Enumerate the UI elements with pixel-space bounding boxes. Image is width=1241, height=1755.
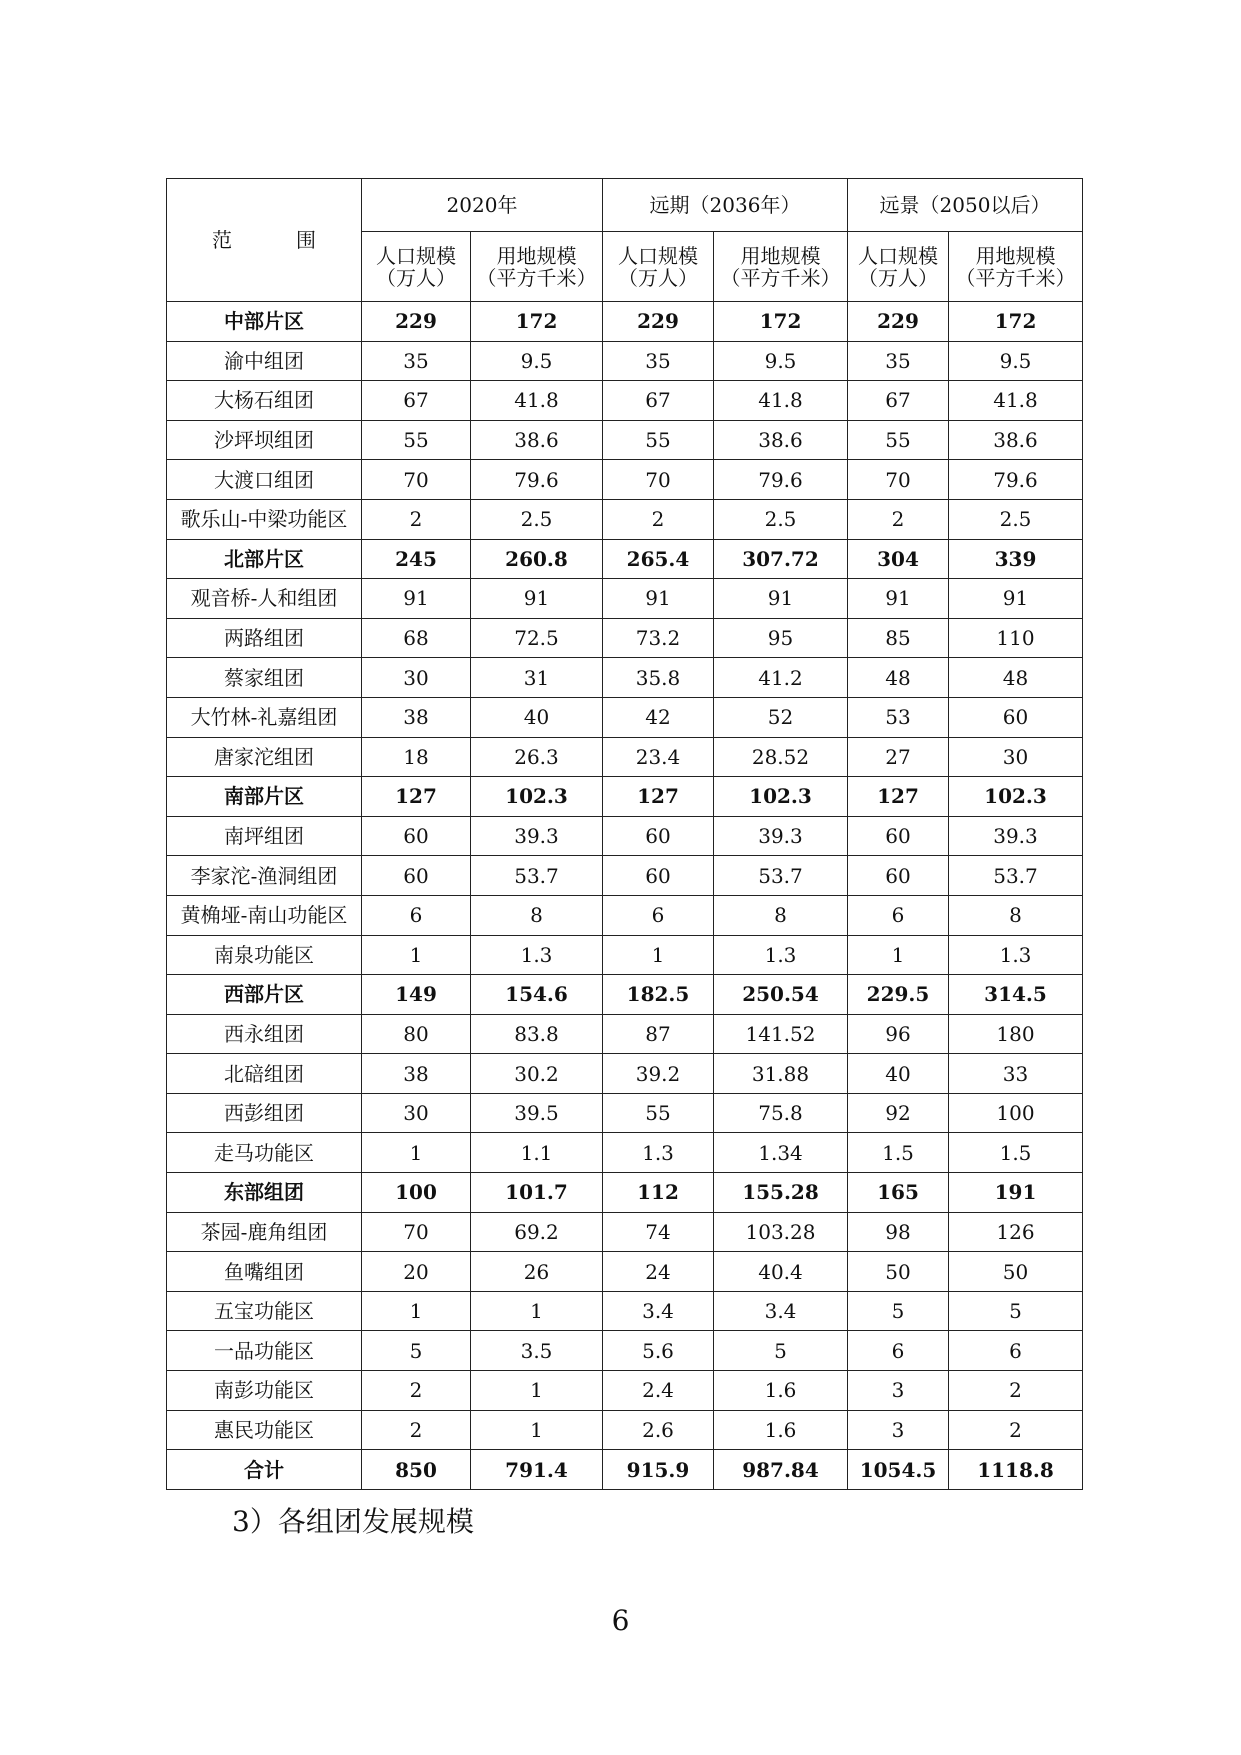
value-cell: 1.5	[949, 1133, 1083, 1173]
value-cell: 60	[848, 816, 949, 856]
value-cell: 40	[471, 697, 603, 737]
region-name: 南泉功能区	[167, 935, 362, 975]
value-cell: 1.3	[714, 935, 848, 975]
value-cell: 1.6	[714, 1410, 848, 1450]
value-cell: 53.7	[949, 856, 1083, 896]
value-cell: 70	[603, 460, 714, 500]
region-name: 西永组团	[167, 1014, 362, 1054]
region-name: 鱼嘴组团	[167, 1252, 362, 1292]
region-name: 北碚组团	[167, 1054, 362, 1094]
value-cell: 314.5	[949, 975, 1083, 1015]
value-cell: 307.72	[714, 539, 848, 579]
value-cell: 3.4	[714, 1291, 848, 1331]
value-cell: 2.5	[714, 499, 848, 539]
table-row	[167, 1014, 1083, 1054]
table-row	[167, 1173, 1083, 1213]
table-row	[167, 341, 1083, 381]
value-cell: 35	[603, 341, 714, 381]
value-cell: 50	[848, 1252, 949, 1292]
region-name: 黄桷垭-南山功能区	[167, 895, 362, 935]
value-cell: 67	[848, 381, 949, 421]
value-cell: 1	[471, 1410, 603, 1450]
table-row	[167, 777, 1083, 817]
value-cell: 52	[714, 697, 848, 737]
value-cell: 2	[949, 1410, 1083, 1450]
value-cell: 1.1	[471, 1133, 603, 1173]
value-cell: 68	[362, 618, 471, 658]
value-cell: 850	[362, 1450, 471, 1490]
region-name: 南彭功能区	[167, 1371, 362, 1411]
value-cell: 9.5	[471, 341, 603, 381]
value-cell: 2	[848, 499, 949, 539]
value-cell: 91	[714, 579, 848, 619]
value-cell: 3.5	[471, 1331, 603, 1371]
value-cell: 60	[603, 816, 714, 856]
region-name: 南坪组团	[167, 816, 362, 856]
value-cell: 126	[949, 1212, 1083, 1252]
value-cell: 31	[471, 658, 603, 698]
value-cell: 1054.5	[848, 1450, 949, 1490]
value-cell: 20	[362, 1252, 471, 1292]
region-name: 渝中组团	[167, 341, 362, 381]
table-row	[167, 1450, 1083, 1490]
scope-header: 范 围	[167, 179, 362, 302]
pop-header: 人口规模 （万人）	[603, 232, 714, 302]
value-cell: 191	[949, 1173, 1083, 1213]
value-cell: 5	[714, 1331, 848, 1371]
value-cell: 127	[362, 777, 471, 817]
value-cell: 79.6	[471, 460, 603, 500]
value-cell: 55	[848, 420, 949, 460]
value-cell: 39.3	[471, 816, 603, 856]
value-cell: 23.4	[603, 737, 714, 777]
value-cell: 155.28	[714, 1173, 848, 1213]
value-cell: 38.6	[471, 420, 603, 460]
value-cell: 141.52	[714, 1014, 848, 1054]
table-row	[167, 1212, 1083, 1252]
pop-header: 人口规模 （万人）	[362, 232, 471, 302]
region-name: 走马功能区	[167, 1133, 362, 1173]
table-row	[167, 658, 1083, 698]
value-cell: 30	[362, 1093, 471, 1133]
value-cell: 60	[603, 856, 714, 896]
value-cell: 265.4	[603, 539, 714, 579]
value-cell: 1	[362, 935, 471, 975]
value-cell: 8	[949, 895, 1083, 935]
region-name: 北部片区	[167, 539, 362, 579]
value-cell: 38.6	[714, 420, 848, 460]
table-row	[167, 618, 1083, 658]
table-row	[167, 895, 1083, 935]
value-cell: 1	[471, 1291, 603, 1331]
value-cell: 30	[362, 658, 471, 698]
value-cell: 70	[848, 460, 949, 500]
value-cell: 2.5	[471, 499, 603, 539]
value-cell: 91	[603, 579, 714, 619]
section-heading: 3）各组团发展规模	[232, 1505, 474, 1538]
table-row	[167, 302, 1083, 342]
value-cell: 5	[362, 1331, 471, 1371]
region-name: 沙坪坝组团	[167, 420, 362, 460]
table-row	[167, 935, 1083, 975]
scale-table	[166, 178, 1083, 1490]
value-cell: 53.7	[471, 856, 603, 896]
value-cell: 100	[949, 1093, 1083, 1133]
value-cell: 18	[362, 737, 471, 777]
value-cell: 6	[848, 895, 949, 935]
value-cell: 260.8	[471, 539, 603, 579]
value-cell: 30	[949, 737, 1083, 777]
value-cell: 1.6	[714, 1371, 848, 1411]
value-cell: 6	[362, 895, 471, 935]
value-cell: 101.7	[471, 1173, 603, 1213]
value-cell: 339	[949, 539, 1083, 579]
value-cell: 3	[848, 1371, 949, 1411]
table-row	[167, 1371, 1083, 1411]
value-cell: 172	[714, 302, 848, 342]
table-row	[167, 816, 1083, 856]
region-name: 东部组团	[167, 1173, 362, 1213]
value-cell: 102.3	[471, 777, 603, 817]
value-cell: 5	[949, 1291, 1083, 1331]
value-cell: 1.3	[949, 935, 1083, 975]
value-cell: 60	[949, 697, 1083, 737]
region-name: 五宝功能区	[167, 1291, 362, 1331]
value-cell: 2.5	[949, 499, 1083, 539]
value-cell: 41.8	[471, 381, 603, 421]
value-cell: 91	[848, 579, 949, 619]
value-cell: 55	[362, 420, 471, 460]
region-name: 大渡口组团	[167, 460, 362, 500]
value-cell: 110	[949, 618, 1083, 658]
value-cell: 2	[362, 1410, 471, 1450]
value-cell: 8	[714, 895, 848, 935]
value-cell: 91	[471, 579, 603, 619]
value-cell: 2	[949, 1371, 1083, 1411]
value-cell: 91	[362, 579, 471, 619]
value-cell: 2.4	[603, 1371, 714, 1411]
value-cell: 1	[362, 1133, 471, 1173]
period-header-2050: 远景（2050以后）	[848, 179, 1083, 232]
value-cell: 85	[848, 618, 949, 658]
value-cell: 80	[362, 1014, 471, 1054]
region-name: 惠民功能区	[167, 1410, 362, 1450]
value-cell: 1	[848, 935, 949, 975]
value-cell: 53	[848, 697, 949, 737]
value-cell: 5.6	[603, 1331, 714, 1371]
value-cell: 75.8	[714, 1093, 848, 1133]
value-cell: 182.5	[603, 975, 714, 1015]
value-cell: 2.6	[603, 1410, 714, 1450]
value-cell: 55	[603, 420, 714, 460]
value-cell: 42	[603, 697, 714, 737]
value-cell: 2	[362, 499, 471, 539]
value-cell: 3	[848, 1410, 949, 1450]
region-name: 两路组团	[167, 618, 362, 658]
value-cell: 48	[848, 658, 949, 698]
value-cell: 67	[603, 381, 714, 421]
land-header: 用地规模 （平方千米）	[471, 232, 603, 302]
value-cell: 91	[949, 579, 1083, 619]
region-name: 大竹林-礼嘉组团	[167, 697, 362, 737]
value-cell: 70	[362, 460, 471, 500]
value-cell: 127	[603, 777, 714, 817]
region-name: 观音桥-人和组团	[167, 579, 362, 619]
value-cell: 38	[362, 697, 471, 737]
value-cell: 172	[949, 302, 1083, 342]
value-cell: 2	[603, 499, 714, 539]
value-cell: 95	[714, 618, 848, 658]
table-row	[167, 1093, 1083, 1133]
table-row	[167, 539, 1083, 579]
value-cell: 92	[848, 1093, 949, 1133]
value-cell: 87	[603, 1014, 714, 1054]
region-name: 一品功能区	[167, 1331, 362, 1371]
value-cell: 3.4	[603, 1291, 714, 1331]
table-row	[167, 1331, 1083, 1371]
value-cell: 27	[848, 737, 949, 777]
table-row	[167, 381, 1083, 421]
region-name: 合计	[167, 1450, 362, 1490]
table-row	[167, 420, 1083, 460]
value-cell: 229	[603, 302, 714, 342]
pop-header: 人口规模 （万人）	[848, 232, 949, 302]
value-cell: 38	[362, 1054, 471, 1094]
value-cell: 79.6	[949, 460, 1083, 500]
value-cell: 1118.8	[949, 1450, 1083, 1490]
value-cell: 5	[848, 1291, 949, 1331]
value-cell: 987.84	[714, 1450, 848, 1490]
value-cell: 60	[848, 856, 949, 896]
value-cell: 35	[848, 341, 949, 381]
value-cell: 229	[362, 302, 471, 342]
value-cell: 245	[362, 539, 471, 579]
value-cell: 1.5	[848, 1133, 949, 1173]
value-cell: 98	[848, 1212, 949, 1252]
value-cell: 180	[949, 1014, 1083, 1054]
table-row	[167, 499, 1083, 539]
value-cell: 915.9	[603, 1450, 714, 1490]
value-cell: 70	[362, 1212, 471, 1252]
region-name: 西彭组团	[167, 1093, 362, 1133]
table-row	[167, 975, 1083, 1015]
table-row	[167, 579, 1083, 619]
value-cell: 72.5	[471, 618, 603, 658]
table-row	[167, 1054, 1083, 1094]
value-cell: 40.4	[714, 1252, 848, 1292]
value-cell: 1.3	[471, 935, 603, 975]
value-cell: 1	[362, 1291, 471, 1331]
value-cell: 9.5	[949, 341, 1083, 381]
table-row	[167, 856, 1083, 896]
value-cell: 39.3	[714, 816, 848, 856]
value-cell: 26.3	[471, 737, 603, 777]
value-cell: 103.28	[714, 1212, 848, 1252]
value-cell: 39.2	[603, 1054, 714, 1094]
region-name: 中部片区	[167, 302, 362, 342]
value-cell: 791.4	[471, 1450, 603, 1490]
value-cell: 79.6	[714, 460, 848, 500]
region-name: 歌乐山-中梁功能区	[167, 499, 362, 539]
value-cell: 60	[362, 816, 471, 856]
value-cell: 73.2	[603, 618, 714, 658]
table-row	[167, 737, 1083, 777]
value-cell: 39.5	[471, 1093, 603, 1133]
region-name: 茶园-鹿角组团	[167, 1212, 362, 1252]
value-cell: 39.3	[949, 816, 1083, 856]
value-cell: 229.5	[848, 975, 949, 1015]
value-cell: 229	[848, 302, 949, 342]
region-name: 大杨石组团	[167, 381, 362, 421]
value-cell: 8	[471, 895, 603, 935]
value-cell: 69.2	[471, 1212, 603, 1252]
table-row	[167, 1133, 1083, 1173]
value-cell: 96	[848, 1014, 949, 1054]
region-name: 西部片区	[167, 975, 362, 1015]
table-row	[167, 697, 1083, 737]
value-cell: 250.54	[714, 975, 848, 1015]
region-name: 蔡家组团	[167, 658, 362, 698]
region-name: 唐家沱组团	[167, 737, 362, 777]
value-cell: 304	[848, 539, 949, 579]
value-cell: 1	[471, 1371, 603, 1411]
value-cell: 102.3	[714, 777, 848, 817]
value-cell: 41.8	[949, 381, 1083, 421]
value-cell: 1.3	[603, 1133, 714, 1173]
value-cell: 60	[362, 856, 471, 896]
region-name: 李家沱-渔洞组团	[167, 856, 362, 896]
value-cell: 6	[603, 895, 714, 935]
value-cell: 55	[603, 1093, 714, 1133]
value-cell: 127	[848, 777, 949, 817]
value-cell: 149	[362, 975, 471, 1015]
value-cell: 24	[603, 1252, 714, 1292]
table-row	[167, 1410, 1083, 1450]
value-cell: 67	[362, 381, 471, 421]
table-row	[167, 1291, 1083, 1331]
period-header-2020: 2020年	[362, 179, 603, 232]
value-cell: 1	[603, 935, 714, 975]
value-cell: 172	[471, 302, 603, 342]
value-cell: 74	[603, 1212, 714, 1252]
value-cell: 154.6	[471, 975, 603, 1015]
value-cell: 41.8	[714, 381, 848, 421]
value-cell: 6	[848, 1331, 949, 1371]
value-cell: 31.88	[714, 1054, 848, 1094]
value-cell: 28.52	[714, 737, 848, 777]
table-row	[167, 460, 1083, 500]
value-cell: 112	[603, 1173, 714, 1213]
value-cell: 102.3	[949, 777, 1083, 817]
value-cell: 35.8	[603, 658, 714, 698]
value-cell: 26	[471, 1252, 603, 1292]
value-cell: 2	[362, 1371, 471, 1411]
value-cell: 165	[848, 1173, 949, 1213]
value-cell: 38.6	[949, 420, 1083, 460]
value-cell: 40	[848, 1054, 949, 1094]
value-cell: 53.7	[714, 856, 848, 896]
value-cell: 30.2	[471, 1054, 603, 1094]
value-cell: 100	[362, 1173, 471, 1213]
value-cell: 48	[949, 658, 1083, 698]
value-cell: 83.8	[471, 1014, 603, 1054]
table-row	[167, 1252, 1083, 1292]
land-header: 用地规模 （平方千米）	[949, 232, 1083, 302]
value-cell: 50	[949, 1252, 1083, 1292]
page-number: 6	[611, 1604, 630, 1637]
period-header-2036: 远期（2036年）	[603, 179, 848, 232]
value-cell: 41.2	[714, 658, 848, 698]
value-cell: 6	[949, 1331, 1083, 1371]
value-cell: 9.5	[714, 341, 848, 381]
value-cell: 35	[362, 341, 471, 381]
land-header: 用地规模 （平方千米）	[714, 232, 848, 302]
value-cell: 1.34	[714, 1133, 848, 1173]
region-name: 南部片区	[167, 777, 362, 817]
value-cell: 33	[949, 1054, 1083, 1094]
